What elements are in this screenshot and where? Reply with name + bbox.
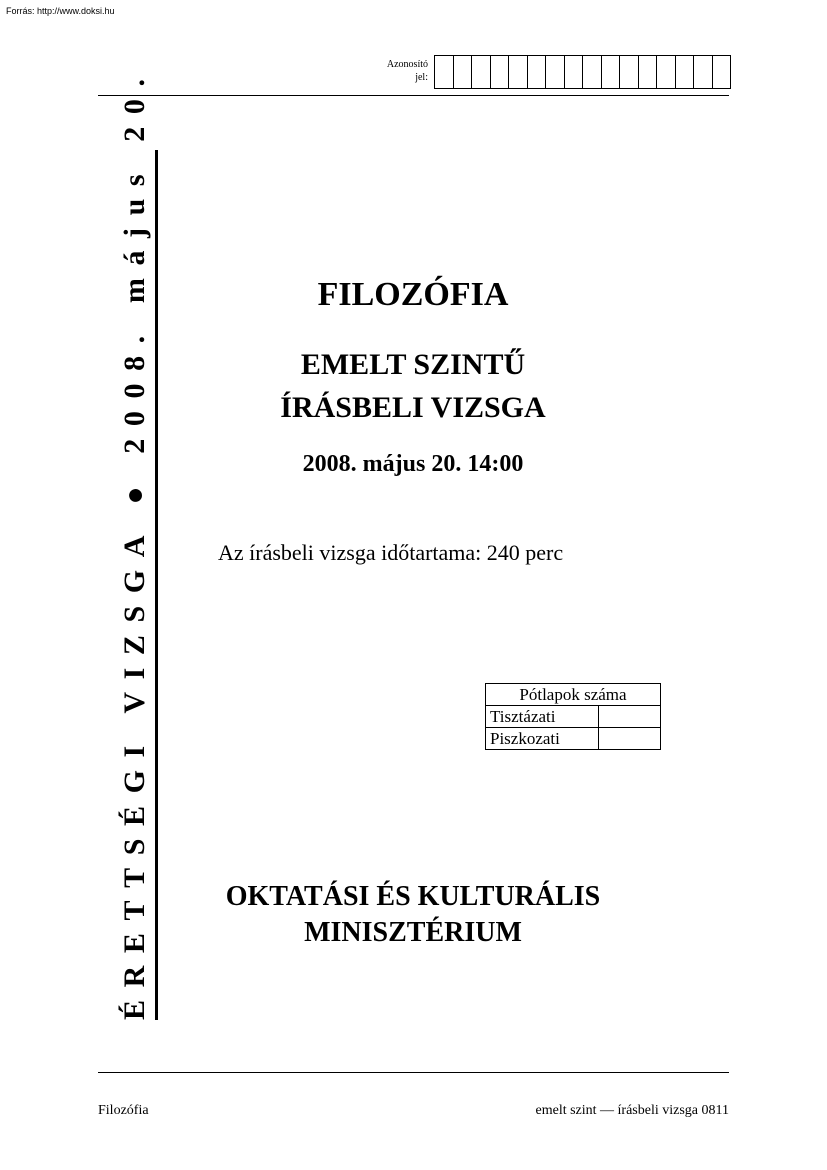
- row-label: Piszkozati: [486, 728, 599, 750]
- side-banner-text: ÉRETTSÉGI VIZSGA ● 2008. május 20.: [112, 150, 158, 1020]
- extra-sheets-header: Pótlapok száma: [486, 684, 661, 706]
- id-code-box[interactable]: [509, 56, 528, 88]
- exam-duration: Az írásbeli vizsga időtartama: 240 perc: [218, 540, 564, 565]
- id-code-box[interactable]: [491, 56, 510, 88]
- id-code-box[interactable]: [454, 56, 473, 88]
- row-value-field[interactable]: [599, 706, 661, 728]
- footer-exam-code: emelt szint — írásbeli vizsga 0811: [535, 1103, 729, 1118]
- id-label: [360, 58, 428, 84]
- id-code-box[interactable]: [620, 56, 639, 88]
- id-code-box[interactable]: [528, 56, 547, 88]
- source-note: Forrás: http://www.doksi.hu: [6, 6, 115, 16]
- side-banner: [112, 66, 158, 1020]
- id-code-box[interactable]: [472, 56, 491, 88]
- ministry-line1: OKTATÁSI ÉS KULTURÁLIS: [225, 881, 601, 912]
- id-code-box[interactable]: [713, 56, 732, 88]
- footer-divider: [98, 1072, 729, 1073]
- id-label-line2: jel:: [415, 72, 428, 83]
- id-code-box[interactable]: [694, 56, 713, 88]
- row-value-field[interactable]: [599, 728, 661, 750]
- id-code-box[interactable]: [435, 56, 454, 88]
- exam-level-line1: EMELT SZINTŰ: [300, 348, 526, 381]
- footer-subject: Filozófia: [98, 1103, 149, 1118]
- table-row: [486, 706, 661, 728]
- exam-level-line2: ÍRÁSBELI VIZSGA: [280, 391, 546, 424]
- id-code-box[interactable]: [639, 56, 658, 88]
- table-header-row: [486, 684, 661, 706]
- ministry-line2: MINISZTÉRIUM: [304, 917, 522, 948]
- table-row: [486, 728, 661, 750]
- extra-sheets-table: [485, 683, 661, 750]
- subject-title: FILOZÓFIA: [317, 276, 509, 313]
- id-label-line1: Azonosító: [386, 59, 428, 70]
- exam-datetime: 2008. május 20. 14:00: [302, 451, 524, 477]
- id-code-box[interactable]: [565, 56, 584, 88]
- id-code-box[interactable]: [657, 56, 676, 88]
- id-code-box[interactable]: [546, 56, 565, 88]
- row-label: Tisztázati: [486, 706, 599, 728]
- header-divider: [98, 95, 729, 96]
- id-code-boxes[interactable]: [434, 55, 731, 89]
- id-code-box[interactable]: [583, 56, 602, 88]
- id-code-box[interactable]: [676, 56, 695, 88]
- id-code-box[interactable]: [602, 56, 621, 88]
